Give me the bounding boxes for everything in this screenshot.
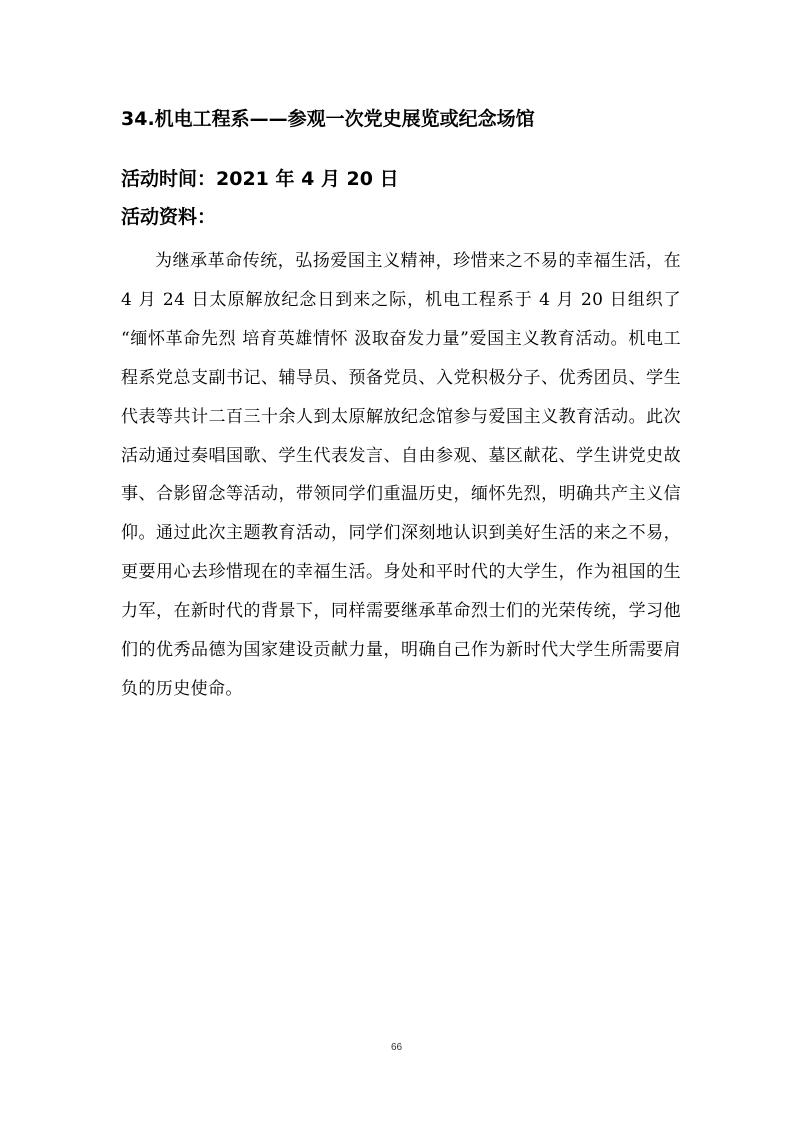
body-paragraph: 为继承革命传统，弘扬爱国主义精神，珍惜来之不易的幸福生活，在 4 月 24 日太原解放纪念日到来之际，机电工程系于 4 月 20 日组织了 “缅怀革命先烈 培育英雄情怀 汲取奋发力量”爱国主义教育活动。机电工程系党总支副书记、辅导员、预备党员、入党积极分子、优秀团员、学生代表等共计二百三十余人到太原解放纪念馆参与爱国主义教育活动。此次活动通过奏唱国歌、学生代表发言、自由参观、墓区献花、学生讲党史故事、合影留念等活动，带领同学们重温历史，缅怀先烈，明确共产主义信仰。通过此次主题教育活动，同学们深刻地认识到美好生活的来之不易，更要用心去珍惜现在的幸福生活。身处和平时代的大学生，作为祖国的生力军，在新时代的背景下，同样需要继承革命烈士们的光荣传统，学习他们的优秀品德为国家建设贡献力量，明确自己作为新时代大学生所需要肩负的历史使命。 [121,251,681,699]
page-title: 34.机电工程系——参观一次党史展览或纪念场馆 [121,108,535,130]
activity-time: 活动时间：2021 年 4 月 20 日 [121,168,399,190]
activity-material-label: 活动资料： [121,206,217,228]
page-number: 66 [390,1042,403,1053]
